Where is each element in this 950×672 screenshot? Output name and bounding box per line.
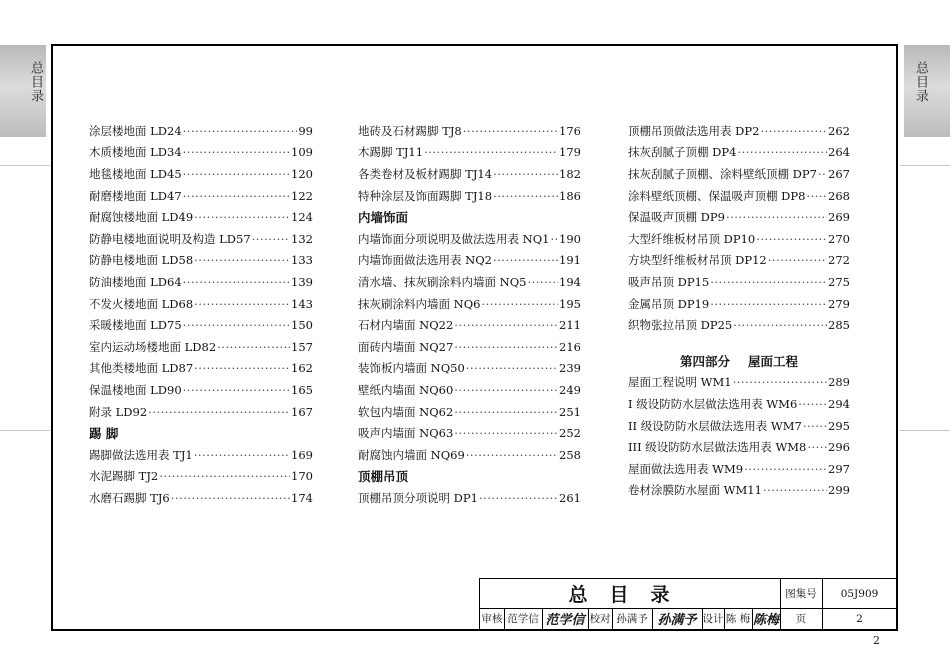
toc-entry-page: 99 — [298, 123, 313, 138]
toc-entry — [89, 142, 313, 164]
toc-leader-dots — [803, 419, 827, 433]
toc-leader-dots — [710, 275, 827, 289]
toc-leader-dots — [171, 491, 290, 505]
design-label: 设计 — [702, 613, 724, 625]
toc-entry — [89, 466, 313, 488]
toc-entry — [628, 415, 850, 437]
toc-entry-page: 299 — [828, 483, 850, 498]
toc-entry-page: 169 — [291, 447, 313, 462]
toc-entry-page: 272 — [828, 253, 850, 268]
part-number: 第四部分 — [679, 353, 730, 369]
toc-leader-dots — [424, 145, 558, 159]
checker-signature: 孙满予 — [657, 613, 697, 628]
toc-entry — [358, 293, 581, 315]
toc-entry-title: 内墙饰面分项说明及做法选用表 NQ1 — [358, 231, 550, 246]
toc-entry — [358, 120, 581, 142]
side-tab-right — [904, 45, 950, 137]
toc-entry-title: 室内运动场楼地面 LD82 — [89, 339, 217, 354]
toc-entry — [358, 358, 581, 380]
toc-entry — [358, 142, 581, 164]
toc-entry — [628, 163, 850, 185]
title-block-main-title: 总目录 — [568, 584, 692, 606]
toc-entry — [89, 228, 313, 250]
toc-entry — [89, 120, 313, 142]
toc-leader-dots — [806, 189, 827, 203]
toc-leader-dots — [479, 491, 558, 505]
toc-leader-dots — [252, 232, 290, 246]
toc-entry-title: 水泥踢脚 TJ2 — [89, 469, 159, 484]
toc-leader-dots — [493, 189, 558, 203]
toc-entry-title: 特种涂层及饰面踢脚 TJ18 — [358, 188, 493, 203]
toc-entry-page: 294 — [828, 396, 850, 411]
toc-entry — [89, 358, 313, 380]
side-tab-left — [0, 45, 46, 137]
toc-leader-dots — [454, 426, 558, 440]
toc-entry — [89, 250, 313, 272]
toc-section-heading: 顶棚吊顶 — [358, 469, 409, 485]
toc-entry-title: 其他类楼地面 LD87 — [89, 361, 194, 376]
toc-leader-dots — [159, 469, 290, 483]
toc-entry — [358, 250, 581, 272]
toc-column-2 — [358, 120, 581, 509]
toc-entry-title: 耐腐蚀楼地面 LD49 — [89, 210, 194, 225]
review-label: 审核 — [481, 613, 503, 625]
toc-leader-dots — [768, 253, 827, 267]
toc-entry — [89, 444, 313, 466]
toc-entry-page: 122 — [291, 188, 313, 203]
toc-entry-title: 木质楼地面 LD34 — [89, 145, 182, 160]
toc-entry-title: 附录 LD92 — [89, 404, 148, 419]
toc-entry-title: 采暖楼地面 LD75 — [89, 318, 182, 333]
toc-entry-page: 162 — [291, 361, 313, 376]
toc-entry-page: 252 — [559, 426, 581, 441]
toc-entry-page: 157 — [291, 339, 313, 354]
toc-entry — [89, 379, 313, 401]
toc-entry-page: 296 — [828, 440, 850, 455]
toc-entry-page: 170 — [291, 469, 313, 484]
toc-entry — [628, 185, 850, 207]
atlas-number-label: 图集号 — [785, 588, 817, 600]
toc-entry-title: II 级设防防水层做法选用表 WM7 — [628, 418, 802, 433]
toc-entry-title: 木踢脚 TJ11 — [358, 145, 424, 160]
toc-entry — [358, 271, 581, 293]
toc-entry — [89, 336, 313, 358]
toc-leader-dots — [148, 405, 290, 419]
toc-entry — [628, 206, 850, 228]
toc-entry-page: 285 — [828, 318, 850, 333]
part-title: 屋面工程 — [748, 353, 799, 369]
toc-entry-page: 239 — [559, 361, 581, 376]
toc-entry — [628, 120, 850, 142]
toc-entry-page: 120 — [291, 166, 313, 181]
toc-entry — [628, 393, 850, 415]
toc-entry-page: 262 — [828, 123, 850, 138]
toc-column-3 — [628, 120, 850, 501]
toc-entry-title: 地砖及石材踢脚 TJ8 — [358, 123, 462, 138]
toc-entry — [628, 480, 850, 502]
check-label: 校对 — [589, 613, 611, 625]
toc-entry-page: 186 — [559, 188, 581, 203]
toc-entry-title: 不发火楼地面 LD68 — [89, 296, 194, 311]
toc-entry — [89, 163, 313, 185]
toc-entry — [628, 372, 850, 394]
toc-entry — [628, 314, 850, 336]
toc-entry-page: 216 — [559, 339, 581, 354]
toc-entry-title: 壁纸内墙面 NQ60 — [358, 382, 454, 397]
checker-name: 孙满予 — [616, 613, 648, 625]
toc-leader-dots — [454, 318, 558, 332]
toc-entry — [358, 228, 581, 250]
toc-leader-dots — [737, 145, 827, 159]
side-rule — [900, 430, 950, 431]
atlas-number: 05J909 — [840, 587, 879, 600]
toc-column-1 — [89, 120, 313, 509]
toc-section-heading: 踢 脚 — [89, 426, 119, 442]
toc-entry-title: 金属吊顶 DP19 — [628, 296, 710, 311]
toc-entry-title: 地毯楼地面 LD45 — [89, 166, 182, 181]
toc-entry-title: 涂料壁纸顶棚、保温吸声顶棚 DP8 — [628, 188, 806, 203]
toc-entry-title: 水磨石踢脚 TJ6 — [89, 490, 170, 505]
toc-entry — [628, 250, 850, 272]
toc-entry-title: 耐磨楼地面 LD47 — [89, 188, 182, 203]
toc-entry-page: 195 — [559, 296, 581, 311]
toc-entry — [89, 487, 313, 509]
toc-entry-title: 防静电楼地面 LD58 — [89, 253, 194, 268]
toc-entry-title: 防油楼地面 LD64 — [89, 274, 182, 289]
toc-spacer — [628, 336, 850, 350]
toc-part-heading — [628, 350, 850, 372]
toc-leader-dots — [183, 167, 290, 181]
toc-entry-title: 吸声内墙面 NQ63 — [358, 426, 454, 441]
toc-entry-page: 191 — [559, 253, 581, 268]
toc-leader-dots — [710, 297, 827, 311]
toc-entry-title: 抹灰刮腻子顶棚、涂料壁纸顶棚 DP7 — [628, 166, 817, 181]
toc-leader-dots — [194, 210, 290, 224]
toc-leader-dots — [454, 405, 558, 419]
toc-leader-dots — [454, 340, 558, 354]
page-label: 页 — [795, 613, 807, 625]
toc-entry-title: 屋面做法选用表 WM9 — [628, 461, 744, 476]
toc-entry — [628, 142, 850, 164]
toc-entry-title: 屋面工程说明 WM1 — [628, 375, 732, 390]
toc-entry — [358, 422, 581, 444]
toc-entry-title: 踢脚做法选用表 TJ1 — [89, 447, 193, 462]
toc-entry-page: 279 — [828, 296, 850, 311]
toc-entry-title: 软包内墙面 NQ62 — [358, 404, 454, 419]
toc-entry — [358, 487, 581, 509]
toc-leader-dots — [466, 361, 558, 375]
toc-entry — [628, 293, 850, 315]
toc-entry — [358, 444, 581, 466]
side-rule — [0, 430, 50, 431]
side-rule — [0, 165, 50, 166]
toc-entry-page: 150 — [291, 318, 313, 333]
toc-entry-title: 清水墙、抹灰刷涂料内墙面 NQ5 — [358, 274, 527, 289]
toc-entry — [358, 401, 581, 423]
toc-entry-title: 保温吸声顶棚 DP9 — [628, 210, 725, 225]
toc-entry-title: III 级设防防水层做法选用表 WM8 — [628, 440, 807, 455]
toc-leader-dots — [183, 383, 290, 397]
toc-entry-page: 143 — [291, 296, 313, 311]
toc-entry — [89, 401, 313, 423]
toc-entry-title: 面砖内墙面 NQ27 — [358, 339, 454, 354]
toc-leader-dots — [463, 124, 558, 138]
toc-leader-dots — [466, 448, 558, 462]
title-block — [479, 578, 896, 629]
designer-signature: 陈梅 — [752, 613, 779, 628]
toc-entry-page: 268 — [828, 188, 850, 203]
toc-entry-page: 275 — [828, 274, 850, 289]
side-tab-label: 总目录 — [28, 61, 43, 103]
toc-entry-title: 石材内墙面 NQ22 — [358, 318, 454, 333]
toc-entry-title: 织物张拉吊顶 DP25 — [628, 318, 733, 333]
toc-leader-dots — [183, 189, 290, 203]
toc-leader-dots — [550, 232, 558, 246]
toc-entry-page: 167 — [291, 404, 313, 419]
toc-entry-page: 174 — [291, 490, 313, 505]
toc-entry — [89, 271, 313, 293]
toc-leader-dots — [194, 297, 290, 311]
reviewer-signature: 范学信 — [545, 613, 585, 628]
toc-leader-dots — [183, 145, 290, 159]
toc-leader-dots — [194, 448, 290, 462]
toc-entry-page: 269 — [828, 210, 850, 225]
toc-entry-page: 179 — [559, 145, 581, 160]
toc-entry-page: 133 — [291, 253, 313, 268]
toc-entry-page: 258 — [559, 447, 581, 462]
toc-entry-title: 大型纤维板材吊顶 DP10 — [628, 231, 756, 246]
toc-leader-dots — [744, 462, 827, 476]
toc-entry — [358, 185, 581, 207]
toc-entry-title: 装饰板内墙面 NQ50 — [358, 361, 465, 376]
toc-entry-page: 267 — [828, 166, 850, 181]
toc-entry-page: 124 — [291, 210, 313, 225]
toc-leader-dots — [818, 167, 827, 181]
toc-entry-page: 176 — [559, 123, 581, 138]
toc-entry — [358, 314, 581, 336]
toc-entry-page: 251 — [559, 404, 581, 419]
toc-entry-page: 182 — [559, 166, 581, 181]
toc-entry — [628, 271, 850, 293]
toc-entry-title: 保温楼地面 LD90 — [89, 382, 182, 397]
toc-leader-dots — [733, 318, 827, 332]
toc-entry-title: 吸声吊顶 DP15 — [628, 274, 710, 289]
toc-entry-title: I 级设防防水层做法选用表 WM6 — [628, 396, 798, 411]
toc-leader-dots — [183, 124, 298, 138]
toc-entry — [89, 206, 313, 228]
toc-entry-title: 顶棚吊顶分项说明 DP1 — [358, 490, 478, 505]
toc-leader-dots — [807, 440, 827, 454]
toc-entry-title: 各类卷材及板材踢脚 TJ14 — [358, 166, 493, 181]
toc-entry-title: 卷材涂膜防水屋面 WM11 — [628, 483, 762, 498]
outer-page-number: 2 — [873, 634, 880, 647]
designer-name: 陈 梅 — [725, 613, 751, 625]
toc-entry-title: 方块型纤维板材吊顶 DP12 — [628, 253, 767, 268]
toc-leader-dots — [760, 124, 827, 138]
toc-leader-dots — [493, 167, 558, 181]
toc-leader-dots — [733, 375, 827, 389]
toc-leader-dots — [194, 361, 290, 375]
toc-entry-title: 顶棚吊顶做法选用表 DP2 — [628, 123, 760, 138]
toc-leader-dots — [183, 275, 290, 289]
toc-entry — [358, 336, 581, 358]
toc-leader-dots — [726, 210, 827, 224]
toc-entry-title: 抹灰刷涂料内墙面 NQ6 — [358, 296, 481, 311]
toc-entry-page: 139 — [291, 274, 313, 289]
toc-entry-title: 内墙饰面做法选用表 NQ2 — [358, 253, 492, 268]
toc-entry-page: 132 — [291, 231, 313, 246]
toc-entry-page: 165 — [291, 382, 313, 397]
page-number: 2 — [856, 612, 863, 625]
side-rule — [900, 165, 950, 166]
reviewer-name: 范学信 — [507, 613, 539, 625]
toc-entry-title: 涂层楼地面 LD24 — [89, 123, 182, 138]
toc-entry-title: 防静电楼地面说明及构造 LD57 — [89, 231, 251, 246]
toc-entry-page: 264 — [828, 145, 850, 160]
toc-entry — [628, 458, 850, 480]
toc-entry-page: 261 — [559, 490, 581, 505]
toc-leader-dots — [527, 275, 558, 289]
toc-leader-dots — [194, 253, 290, 267]
toc-entry-page: 249 — [559, 382, 581, 397]
toc-entry-title: 耐腐蚀内墙面 NQ69 — [358, 447, 465, 462]
toc-entry-title: 抹灰刮腻子顶棚 DP4 — [628, 145, 737, 160]
toc-leader-dots — [756, 232, 827, 246]
toc-entry-page: 211 — [559, 318, 581, 333]
toc-entry — [89, 293, 313, 315]
toc-entry — [628, 228, 850, 250]
toc-leader-dots — [798, 397, 827, 411]
toc-leader-dots — [493, 253, 558, 267]
toc-entry — [358, 163, 581, 185]
toc-entry — [89, 185, 313, 207]
side-tab-label: 总目录 — [913, 61, 928, 103]
toc-entry-page: 190 — [559, 231, 581, 246]
toc-entry-page: 297 — [828, 461, 850, 476]
toc-entry — [358, 379, 581, 401]
toc-leader-dots — [763, 483, 827, 497]
toc-entry-page: 194 — [559, 274, 581, 289]
toc-entry-page: 289 — [828, 375, 850, 390]
toc-section-heading: 内墙饰面 — [358, 210, 409, 226]
toc-entry-page: 270 — [828, 231, 850, 246]
toc-entry — [89, 314, 313, 336]
toc-entry-page: 109 — [291, 145, 313, 160]
toc-leader-dots — [481, 297, 558, 311]
toc-entry — [628, 436, 850, 458]
toc-leader-dots — [217, 340, 290, 354]
toc-entry-page: 295 — [828, 418, 850, 433]
toc-leader-dots — [183, 318, 290, 332]
toc-leader-dots — [454, 383, 558, 397]
